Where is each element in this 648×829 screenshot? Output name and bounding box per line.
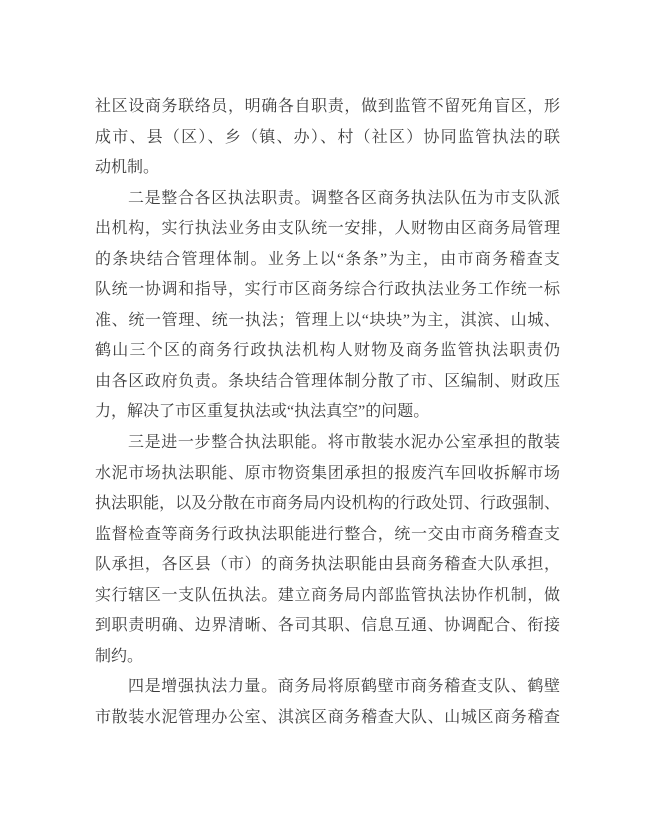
text-line: 监督检查等商务行政执法职能进行整合，统一交由市商务稽查支 (95, 525, 560, 543)
text-line: 准、统一管理、统一执法；管理上以“块块”为主，淇滨、山城、 (95, 311, 560, 329)
text-line: 力，解决了市区重复执法或“执法真空”的问题。 (95, 403, 430, 421)
text-line: 出机构，实行执法业务由支队统一安排，人财物由区商务局管理 (95, 220, 560, 238)
text-line: 队承担，各区县（市）的商务执法职能由县商务稽查大队承担， (95, 556, 560, 574)
document-page (95, 92, 560, 733)
text-line: 实行辖区一支队伍执法。建立商务局内部监管执法协作机制，做 (95, 586, 560, 604)
text-line: 二是整合各区执法职责。调整各区商务执法队伍为市支队派 (128, 189, 560, 207)
text-line: 鹤山三个区的商务行政执法机构人财物及商务监管执法职责仍 (95, 342, 560, 360)
text-line: 的条块结合管理体制。业务上以“条条”为主，由市商务稽查支 (95, 250, 560, 268)
text-line: 三是进一步整合执法职能。将市散装水泥办公室承担的散装 (128, 434, 560, 452)
text-line: 市散装水泥管理办公室、淇滨区商务稽查大队、山城区商务稽查 (95, 708, 560, 726)
document-body (95, 92, 560, 733)
text-line: 社区设商务联络员，明确各自职责，做到监管不留死角盲区，形 (95, 98, 560, 115)
text-line: 成市、县（区）、乡（镇、办）、村（社区）协同监管执法的联 (95, 128, 560, 146)
text-line: 水泥市场执法职能、原市物资集团承担的报废汽车回收拆解市场 (95, 464, 560, 482)
text-line: 制约。 (95, 647, 144, 665)
text-line: 到职责明确、边界清晰、各司其职、信息互通、协调配合、衔接 (95, 617, 560, 635)
text-line: 动机制。 (95, 159, 160, 177)
text-line: 由各区政府负责。条块结合管理体制分散了市、区编制、财政压 (95, 372, 560, 390)
text-line: 执法职能，以及分散在市商务局内设机构的行政处罚、行政强制、 (95, 495, 560, 513)
text-line: 队统一协调和指导，实行市区商务综合行政执法业务工作统一标 (95, 281, 560, 299)
text-line: 四是增强执法力量。商务局将原鹤壁市商务稽查支队、鹤壁 (128, 678, 560, 696)
